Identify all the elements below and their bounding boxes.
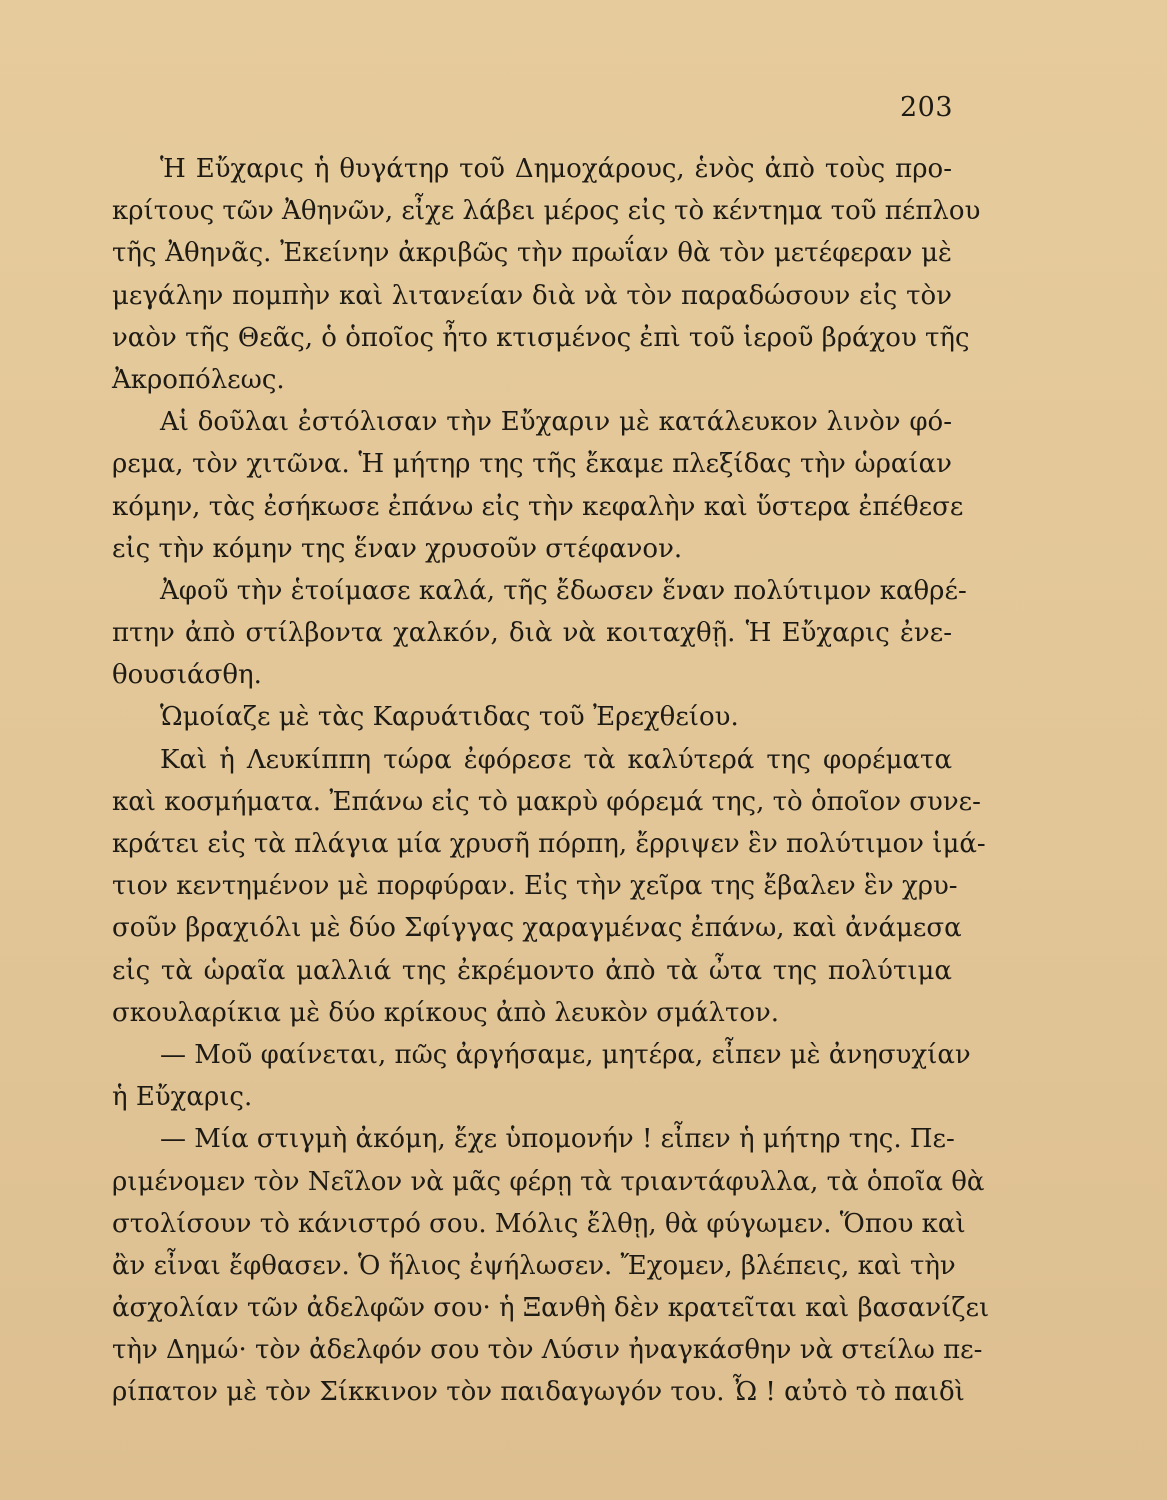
text-line: ναὸν τῆς Θεᾶς, ὁ ὁποῖος ἦτο κτισμένος ἐπὶ τοῦ ἱεροῦ βράχου τῆς (112, 322, 970, 353)
text-line: ρεμα, τὸν χιτῶνα. Ἡ μήτηρ της τῆς ἔκαμε πλεξίδας τὴν ὡραίαν (112, 449, 952, 480)
text-line: τῆς Ἀθηνᾶς. Ἐκείνην ἀκριβῶς τὴν πρωΐαν θὰ τὸν μετέφεραν μὲ (112, 238, 952, 269)
text-line: ἂν εἶναι ἔφθασεν. Ὁ ἥλιος ἐψήλωσεν. Ἔχομεν, βλέπεις, καὶ τὴν (112, 1250, 956, 1281)
text-line: ριμένομεν τὸν Νεῖλον νὰ μᾶς φέρῃ τὰ τριαντάφυλλα, τὰ ὁποῖα θὰ (112, 1166, 985, 1197)
page-number: 203 (900, 92, 954, 123)
text-line: κόμην, τὰς ἐσήκωσε ἐπάνω εἰς τὴν κεφαλὴν καὶ ὕστερα ἐπέθεσε (112, 491, 964, 522)
text-line: ρίπατον μὲ τὸν Σίκκινον τὸν παιδαγωγόν του. Ὦ ! αὐτὸ τὸ παιδὶ (112, 1377, 965, 1408)
body-text (112, 148, 990, 1414)
text-line: πτην ἀπὸ στίλβοντα χαλκόν, διὰ νὰ κοιταχθῇ. Ἡ Εὔχαρις ἐνε- (112, 618, 952, 649)
text-line: Ἀφοῦ τὴν ἑτοίμασε καλά, τῆς ἔδωσεν ἕναν πολύτιμον καθρέ- (160, 575, 967, 606)
text-line: κράτει εἰς τὰ πλάγια μία χρυσῆ πόρπη, ἔρριψεν ἓν πολύτιμον ἱμά- (112, 829, 986, 859)
text-line: τιον κεντημένον μὲ πορφύραν. Εἰς τὴν χεῖρα της ἔβαλεν ἓν χρυ- (112, 871, 958, 902)
text-line: σοῦν βραχιόλι μὲ δύο Σφίγγας χαραγμένας ἐπάνω, καὶ ἀνάμεσα (112, 913, 962, 944)
text-line: Ἀκροπόλεως. (112, 364, 285, 395)
text-line: Αἱ δοῦλαι ἐστόλισαν τὴν Εὔχαριν μὲ κατάλευκον λινὸν φό- (160, 407, 952, 438)
text-line: ἡ Εὔχαρις. (112, 1082, 253, 1113)
text-line: ἀσχολίαν τῶν ἀδελφῶν σου· ἡ Ξανθὴ δὲν κρατεῖται καὶ βασανίζει (112, 1293, 990, 1324)
text-line: καὶ κοσμήματα. Ἐπάνω εἰς τὸ μακρὺ φόρεμά της, τὸ ὁποῖον συνε- (112, 786, 981, 817)
text-line: — Μοῦ φαίνεται, πῶς ἀργήσαμε, μητέρα, εἶπεν μὲ ἀνησυχίαν (160, 1039, 971, 1070)
text-line: θουσιάσθη. (112, 660, 262, 691)
text-line: εἰς τὴν κόμην της ἕναν χρυσοῦν στέφανον. (112, 533, 683, 564)
text-line: — Μία στιγμὴ ἀκόμη, ἔχε ὑπομονήν ! εἶπεν ἡ μήτηρ της. Πε- (160, 1124, 955, 1155)
text-line: μεγάλην πομπὴν καὶ λιτανείαν διὰ νὰ τὸν παραδώσουν εἰς τὸν (112, 280, 952, 311)
text-line: τὴν Δημώ· τὸν ἀδελφόν σου τὸν Λύσιν ἠναγκάσθην νὰ στείλω πε- (112, 1335, 983, 1366)
text-line: εἰς τὰ ὡραῖα μαλλιά της ἐκρέμοντο ἀπὸ τὰ ὦτα της πολύτιμα (112, 955, 952, 986)
text-line: Ὡμοίαζε μὲ τὰς Καρυάτιδας τοῦ Ἐρεχθείου. (160, 702, 739, 733)
text-line: κρίτους τῶν Ἀθηνῶν, εἶχε λάβει μέρος εἰς τὸ κέντημα τοῦ πέπλου (112, 196, 981, 227)
text-line: Ἡ Εὔχαρις ἡ θυγάτηρ τοῦ Δημοχάρους, ἑνὸς ἀπὸ τοὺς προ- (160, 154, 952, 184)
text-line: Καὶ ἡ Λευκίππη τώρα ἐφόρεσε τὰ καλύτερά της φορέματα (160, 744, 952, 775)
text-line: σκουλαρίκια μὲ δύο κρίκους ἀπὸ λευκὸν σμάλτον. (112, 997, 780, 1028)
text-line: στολίσουν τὸ κάνιστρό σου. Μόλις ἔλθῃ, θὰ φύγωμεν. Ὅπου καὶ (112, 1208, 966, 1239)
